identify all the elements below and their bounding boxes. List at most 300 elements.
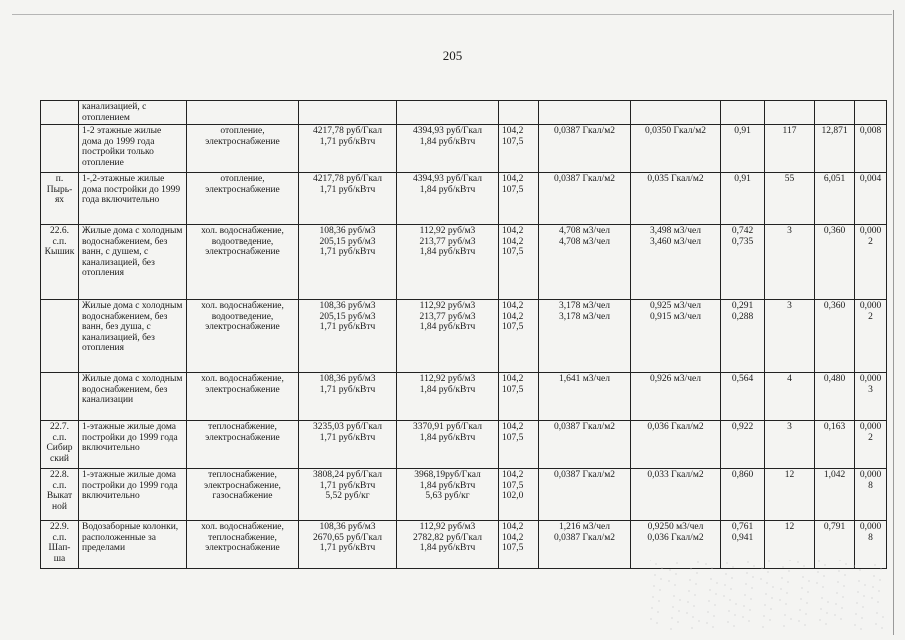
- share-value: 0,000 2: [859, 422, 882, 443]
- norm-old-cell: [539, 469, 631, 521]
- tariff-old-cell: [299, 300, 397, 373]
- norm-old-cell: [539, 521, 631, 569]
- index-value: 107,5: [502, 432, 524, 443]
- page-number: 205: [442, 48, 463, 63]
- noise-dot: [780, 588, 781, 589]
- count-value: 12: [784, 522, 795, 532]
- noise-dot: [853, 565, 854, 566]
- noise-dot: [820, 608, 821, 609]
- tariff-new-cell: [397, 101, 499, 125]
- noise-dot: [750, 598, 751, 599]
- noise-dot: [771, 597, 772, 598]
- index-value: 104,2: [502, 422, 524, 432]
- noise-dot: [671, 617, 672, 618]
- noise-dot: [871, 597, 872, 598]
- noise-dot: [695, 583, 696, 584]
- noise-dot: [676, 562, 677, 563]
- tariff-old-value: 4217,78 руб/Гкал: [313, 126, 382, 136]
- noise-dot: [880, 568, 881, 569]
- services-label: отопление, электроснабжение: [205, 126, 280, 147]
- noise-dot: [842, 596, 843, 597]
- norm-old-value: 0,0387 Гкал/м2: [554, 470, 615, 480]
- noise-dot: [854, 624, 855, 625]
- noise-dot: [760, 578, 761, 579]
- noise-dot: [827, 601, 828, 602]
- noise-dot: [723, 595, 724, 596]
- noise-dot: [863, 595, 864, 596]
- noise-dot: [689, 579, 690, 580]
- norm-old-cell: [539, 125, 631, 173]
- noise-dot: [838, 570, 839, 571]
- tariff-old-value: 205,15 руб/м3: [319, 236, 376, 247]
- noise-dot: [657, 611, 658, 612]
- tariff-new-value: 1,84 руб/кВтч: [419, 322, 476, 332]
- noise-dot: [856, 602, 857, 603]
- noise-dot: [692, 616, 693, 617]
- noise-dot: [804, 624, 805, 625]
- services-label: теплоснабжение, электроснабжение, газоснабжение: [204, 470, 281, 501]
- tariff-new-value: 1,84 руб/кВтч: [419, 184, 476, 195]
- noise-dot: [706, 622, 707, 623]
- noise-dot: [816, 582, 817, 583]
- amount-cell: [815, 373, 855, 421]
- services-cell: [187, 173, 299, 225]
- noise-dot: [861, 617, 862, 618]
- norm-old-cell: [539, 101, 631, 125]
- noise-dot: [673, 595, 674, 596]
- settlement-label: 22.6. с.п. Кышик: [44, 226, 75, 257]
- count-cell: [765, 469, 815, 521]
- tariff-old-value: 1,71 руб/кВтч: [319, 543, 376, 553]
- noise-dot: [855, 613, 856, 614]
- housing-type-cell: [79, 225, 187, 300]
- housing-type-cell: [79, 521, 187, 569]
- noise-dot: [782, 566, 783, 567]
- norm-old-value: 1,216 м3/чел 0,0387 Гкал/м2: [554, 522, 615, 543]
- settlement-cell: [41, 373, 79, 421]
- index-cell: [499, 125, 539, 173]
- noise-dot: [768, 560, 769, 561]
- settlement-cell: [41, 173, 79, 225]
- share-value: 0,000 2: [859, 301, 882, 322]
- noise-dot: [732, 566, 733, 567]
- noise-dot: [669, 569, 670, 570]
- services-label: хол. водоснабжение, электроснабжение: [201, 374, 284, 395]
- count-value: 4: [787, 374, 792, 384]
- share-cell: [855, 421, 887, 469]
- noise-dot: [803, 565, 804, 566]
- noise-dot: [749, 609, 750, 610]
- table-row: [41, 125, 887, 173]
- tariff-new-value: 5,63 руб/кг: [425, 491, 470, 501]
- housing-type-cell: [79, 373, 187, 421]
- amount-value: 1,042: [823, 470, 846, 480]
- tariff-new-cell: [397, 469, 499, 521]
- noise-dot: [835, 603, 836, 604]
- ratio-value: 0,922: [731, 422, 754, 432]
- ratio-value: 0,735: [731, 236, 754, 247]
- tariff-new-cell: [397, 300, 499, 373]
- norm-new-value: 0,926 м3/чел: [650, 374, 701, 384]
- share-value: 0,000 3: [859, 374, 882, 395]
- services-label: хол. водоснабжение, теплоснабжение, электроснабжение: [201, 522, 284, 553]
- noise-dot: [762, 626, 763, 627]
- tariff-old-value: 108,36 руб/м3: [319, 374, 376, 384]
- norm-new-value: 0,036 Гкал/м2: [647, 422, 704, 432]
- noise-dot: [659, 589, 660, 590]
- amount-cell: [815, 225, 855, 300]
- norm-new-cell: [631, 421, 721, 469]
- amount-cell: [815, 300, 855, 373]
- noise-dot: [781, 577, 782, 578]
- tariff-old-value: 3235,03 руб/Гкал: [313, 422, 382, 432]
- services-label: хол. водоснабжение, водоотведение, электроснабжение: [201, 301, 284, 332]
- index-value: 104,2: [502, 522, 524, 532]
- ratio-cell: [721, 421, 765, 469]
- index-cell: [499, 469, 539, 521]
- noise-dot: [672, 606, 673, 607]
- noise-dot: [785, 603, 786, 604]
- noise-dot: [655, 563, 656, 564]
- norm-new-cell: [631, 101, 721, 125]
- norm-new-value: 0,9250 м3/чел: [647, 522, 704, 532]
- noise-dot: [688, 590, 689, 591]
- noise-dot: [817, 571, 818, 572]
- tariff-new-value: 213,77 руб/м3: [419, 236, 476, 247]
- tariff-old-value: 4217,78 руб/Гкал: [313, 174, 382, 184]
- noise-dot: [872, 586, 873, 587]
- norm-old-value: 0,0387 Гкал/м2: [554, 422, 615, 432]
- count-value: 55: [784, 174, 795, 184]
- noise-dot: [753, 565, 754, 566]
- ratio-value: 0,941: [731, 532, 754, 543]
- noise-dot: [650, 618, 651, 619]
- settlement-label: 22.8. с.п. Выкат ной: [46, 470, 73, 512]
- noise-dot: [767, 571, 768, 572]
- noise-dot: [729, 599, 730, 600]
- settlement-cell: [41, 101, 79, 125]
- tariff-old-cell: [299, 469, 397, 521]
- tariff-old-value: 1,71 руб/кВтч: [319, 322, 376, 332]
- noise-dot: [735, 603, 736, 604]
- ratio-value: 0,564: [731, 374, 754, 384]
- noise-dot: [857, 591, 858, 592]
- index-value: 104,2: [502, 126, 524, 136]
- norm-old-value: 0,0387 Гкал/м2: [554, 126, 615, 136]
- noise-dot: [877, 601, 878, 602]
- table-row: [41, 225, 887, 300]
- tariff-new-value: 4394,93 руб/Гкал: [413, 174, 482, 184]
- table-row: [41, 373, 887, 421]
- noise-dot: [825, 623, 826, 624]
- tariff-new-value: 2782,82 руб/Гкал: [413, 532, 482, 543]
- noise-dot: [881, 627, 882, 628]
- noise-dot: [805, 613, 806, 614]
- index-value: 102,0: [502, 491, 524, 501]
- noise-dot: [808, 580, 809, 581]
- count-cell: [765, 125, 815, 173]
- noise-dot: [705, 563, 706, 564]
- norm-new-value: 3,498 м3/чел: [650, 226, 701, 236]
- noise-dot: [841, 607, 842, 608]
- tariff-new-value: 1,84 руб/кВтч: [419, 432, 476, 443]
- noise-dot: [882, 616, 883, 617]
- index-cell: [499, 173, 539, 225]
- ratio-cell: [721, 300, 765, 373]
- index-value: 104,2: [502, 532, 524, 543]
- tariff-new-value: 1,84 руб/кВтч: [419, 543, 476, 553]
- housing-type-label: 1-,2-этажные жилые дома постройки до 1999 года включительно: [82, 174, 181, 205]
- housing-type-label: 1-этажные жилые дома постройки до 1999 года включительно: [82, 470, 178, 501]
- index-value: 104,2: [502, 301, 524, 311]
- noise-dot: [687, 601, 688, 602]
- index-cell: [499, 521, 539, 569]
- tariff-old-cell: [299, 521, 397, 569]
- housing-type-cell: [79, 421, 187, 469]
- share-value: 0,008: [859, 126, 882, 136]
- tariff-old-value: 1,71 руб/кВтч: [319, 136, 376, 147]
- norm-old-cell: [539, 173, 631, 225]
- noise-dot: [677, 621, 678, 622]
- noise-dot: [670, 628, 671, 629]
- ratio-cell: [721, 101, 765, 125]
- noise-dot: [742, 616, 743, 617]
- housing-type-label: канализацией, с отоплением: [82, 102, 147, 123]
- noise-dot: [874, 564, 875, 565]
- amount-value: 0,163: [823, 422, 846, 432]
- norm-new-cell: [631, 300, 721, 373]
- tariff-new-value: 1,84 руб/кВтч: [419, 480, 476, 491]
- tariff-old-cell: [299, 101, 397, 125]
- index-cell: [499, 101, 539, 125]
- norm-new-cell: [631, 173, 721, 225]
- amount-value: 0,360: [823, 226, 846, 236]
- noise-dot: [734, 614, 735, 615]
- tariff-new-value: 1,84 руб/кВтч: [419, 247, 476, 257]
- tariff-old-value: 1,71 руб/кВтч: [319, 247, 376, 257]
- table-row: [41, 469, 887, 521]
- tariff-old-value: 1,71 руб/кВтч: [319, 480, 376, 491]
- index-value: 104,2: [502, 311, 524, 322]
- noise-dot: [862, 606, 863, 607]
- housing-type-cell: [79, 469, 187, 521]
- count-cell: [765, 225, 815, 300]
- housing-type-label: Жилые дома с холодным водоснабжением, без канализации: [82, 374, 183, 405]
- tariff-new-cell: [397, 521, 499, 569]
- count-cell: [765, 421, 815, 469]
- noise-dot: [744, 594, 745, 595]
- amount-value: 0,480: [823, 374, 846, 384]
- share-cell: [855, 469, 887, 521]
- noise-dot: [674, 584, 675, 585]
- tariff-new-value: 3968,19руб/Гкал: [414, 470, 481, 480]
- noise-dot: [752, 576, 753, 577]
- noise-dot: [834, 614, 835, 615]
- noise-dot: [826, 612, 827, 613]
- tariff-old-cell: [299, 225, 397, 300]
- noise-dot: [876, 612, 877, 613]
- noise-dot: [843, 585, 844, 586]
- tariff-old-value: 1,71 руб/кВтч: [319, 432, 376, 443]
- tariff-new-value: 4394,93 руб/Гкал: [413, 126, 482, 136]
- noise-dot: [800, 598, 801, 599]
- noise-dot: [696, 572, 697, 573]
- noise-dot: [801, 587, 802, 588]
- index-value: 107,5: [502, 322, 524, 332]
- noise-dot: [743, 605, 744, 606]
- noise-dot: [686, 612, 687, 613]
- noise-dot: [660, 578, 661, 579]
- noise-dot: [668, 580, 669, 581]
- tariff-new-value: 213,77 руб/м3: [419, 311, 476, 322]
- noise-dot: [713, 615, 714, 616]
- noise-dot: [691, 627, 692, 628]
- norm-old-cell: [539, 300, 631, 373]
- share-value: 0,000 8: [859, 522, 882, 543]
- noise-dot: [693, 605, 694, 606]
- index-value: 104,2: [502, 226, 524, 236]
- noise-dot: [859, 569, 860, 570]
- services-cell: [187, 469, 299, 521]
- tariff-old-cell: [299, 173, 397, 225]
- tariff-new-cell: [397, 125, 499, 173]
- tariff-old-value: 108,36 руб/м3: [319, 301, 376, 311]
- share-value: 0,000 8: [859, 470, 882, 491]
- index-value: 104,2: [502, 174, 524, 184]
- noise-dot: [788, 570, 789, 571]
- scan-right-edge: [893, 10, 894, 635]
- norm-new-value: 0,0350 Гкал/м2: [645, 126, 706, 136]
- index-value: 107,5: [502, 384, 524, 395]
- housing-type-label: Водозаборные колонки, расположенные за пределами: [82, 522, 179, 553]
- noise-dot: [786, 592, 787, 593]
- index-value: 107,5: [502, 247, 524, 257]
- noise-dot: [747, 561, 748, 562]
- index-value: 104,2: [502, 236, 524, 247]
- norm-new-value: 3,460 м3/чел: [650, 236, 701, 247]
- ratio-cell: [721, 225, 765, 300]
- noise-dot: [844, 574, 845, 575]
- tariff-table: [40, 100, 887, 569]
- tariff-old-value: 108,36 руб/м3: [319, 522, 376, 532]
- norm-new-value: 0,036 Гкал/м2: [647, 532, 704, 543]
- settlement-cell: [41, 469, 79, 521]
- housing-type-label: 1-этажные жилые дома постройки до 1999 года включительно: [82, 422, 178, 453]
- norm-new-value: 0,925 м3/чел: [650, 301, 701, 311]
- ratio-value: 0,742: [731, 226, 754, 236]
- noise-dot: [751, 587, 752, 588]
- tariff-old-value: 5,52 руб/кг: [325, 491, 370, 501]
- settlement-cell: [41, 521, 79, 569]
- scan-top-rule: [12, 14, 892, 15]
- amount-cell: [815, 469, 855, 521]
- index-cell: [499, 421, 539, 469]
- tariff-old-cell: [299, 125, 397, 173]
- tariff-new-value: 112,92 руб/м3: [419, 374, 476, 384]
- share-value: 0,000 2: [859, 226, 882, 247]
- noise-dot: [875, 623, 876, 624]
- noise-dot: [860, 628, 861, 629]
- noise-dot: [728, 610, 729, 611]
- noise-dot: [653, 585, 654, 586]
- tariff-old-value: 108,36 руб/м3: [319, 226, 376, 236]
- noise-dot: [769, 619, 770, 620]
- noise-dot: [765, 593, 766, 594]
- services-label: хол. водоснабжение, водоотведение, электроснабжение: [201, 226, 284, 257]
- noise-dot: [733, 625, 734, 626]
- services-cell: [187, 125, 299, 173]
- noise-dot: [675, 573, 676, 574]
- noise-dot: [818, 560, 819, 561]
- tariff-old-cell: [299, 373, 397, 421]
- noise-dot: [678, 610, 679, 611]
- index-value: 107,5: [502, 543, 524, 553]
- count-cell: [765, 101, 815, 125]
- noise-dot: [711, 567, 712, 568]
- noise-dot: [799, 609, 800, 610]
- noise-dot: [787, 581, 788, 582]
- tariff-old-value: 205,15 руб/м3: [319, 311, 376, 322]
- housing-type-cell: [79, 125, 187, 173]
- housing-type-label: Жилые дома с холодным водоснабжением, без ванн, без душа, с канализацией, без отопления: [82, 301, 183, 353]
- housing-type-cell: [79, 173, 187, 225]
- index-cell: [499, 225, 539, 300]
- settlement-label: 22.7. с.п. Сибир ский: [46, 422, 73, 464]
- tariff-new-value: 112,92 руб/м3: [419, 522, 476, 532]
- count-cell: [765, 173, 815, 225]
- noise-dot: [708, 600, 709, 601]
- amount-cell: [815, 125, 855, 173]
- amount-cell: [815, 421, 855, 469]
- tariff-new-value: 1,84 руб/кВтч: [419, 384, 476, 395]
- ratio-cell: [721, 125, 765, 173]
- noise-dot: [821, 597, 822, 598]
- noise-dot: [864, 584, 865, 585]
- noise-dot: [690, 568, 691, 569]
- housing-type-label: Жилые дома с холодным водоснабжением, без ванн, с душем, с канализацией, без отопления: [82, 226, 183, 278]
- ratio-cell: [721, 173, 765, 225]
- table-row: [41, 421, 887, 469]
- ratio-value: 0,761: [731, 522, 754, 532]
- noise-dot: [806, 602, 807, 603]
- noise-dot: [727, 621, 728, 622]
- noise-dot: [654, 574, 655, 575]
- settlement-cell: [41, 300, 79, 373]
- noise-dot: [779, 599, 780, 600]
- services-cell: [187, 421, 299, 469]
- norm-new-cell: [631, 125, 721, 173]
- index-value: 107,5: [502, 184, 524, 195]
- noise-dot: [658, 600, 659, 601]
- amount-cell: [815, 173, 855, 225]
- tariff-new-value: 112,92 руб/м3: [419, 226, 476, 236]
- norm-old-cell: [539, 373, 631, 421]
- noise-dot: [746, 572, 747, 573]
- settlement-label: п. Пырь-ях: [46, 174, 73, 205]
- tariff-new-cell: [397, 421, 499, 469]
- ratio-value: 0,860: [731, 470, 754, 480]
- share-value: 0,004: [859, 174, 882, 184]
- noise-dot: [823, 575, 824, 576]
- share-cell: [855, 300, 887, 373]
- noise-dot: [790, 618, 791, 619]
- table-row: [41, 101, 887, 125]
- noise-dot: [879, 579, 880, 580]
- settlement-label: 22.9. с.п. Шап-ша: [48, 522, 71, 564]
- ratio-value: 0,91: [734, 174, 751, 184]
- tariff-old-value: 3808,24 руб/Гкал: [313, 470, 382, 480]
- services-label: теплоснабжение, электроснабжение: [205, 422, 280, 443]
